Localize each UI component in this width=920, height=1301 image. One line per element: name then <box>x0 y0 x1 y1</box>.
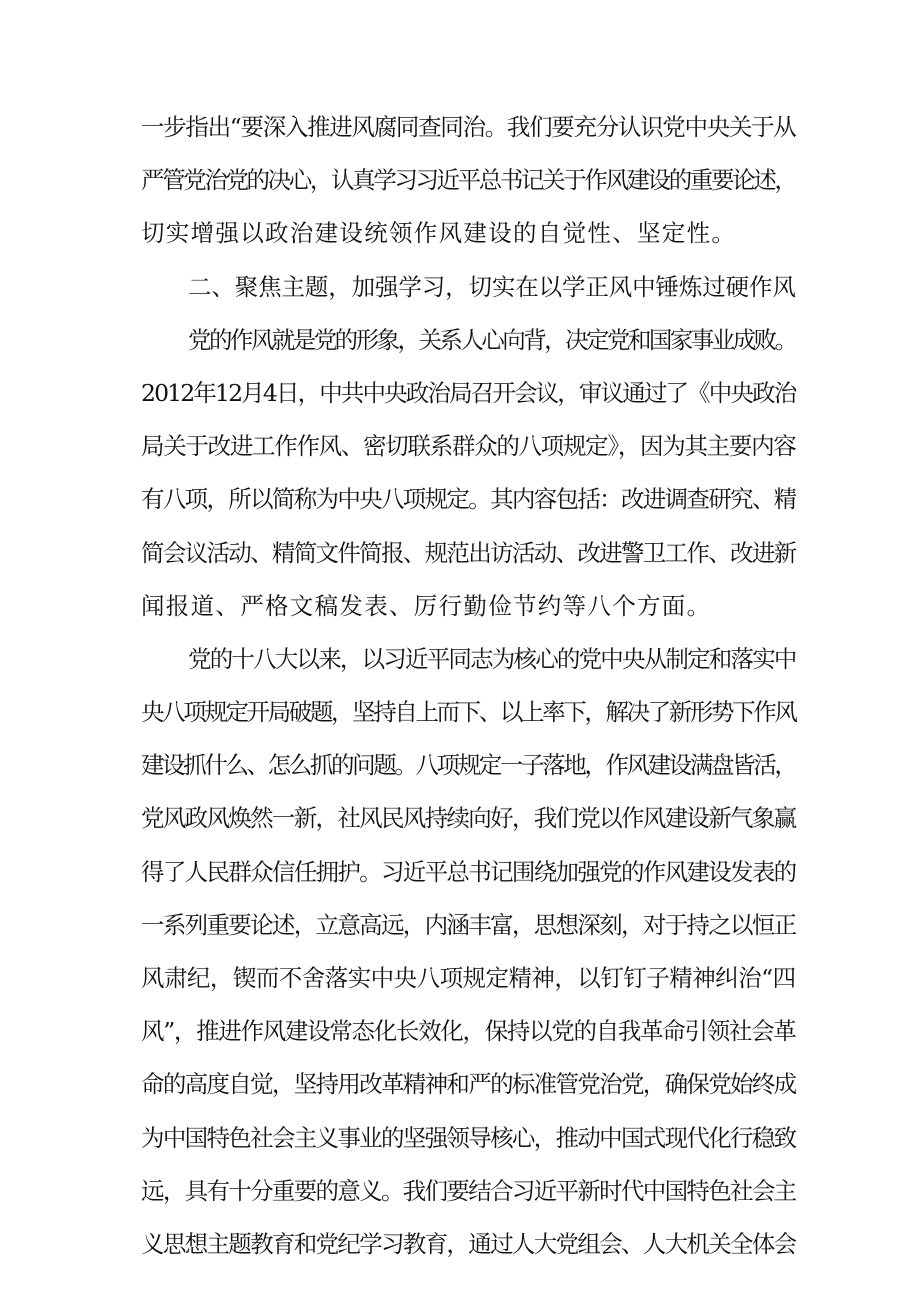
text-line: 严管党治党的决心，认真学习习近平总书记关于作风建设的重要论述， <box>141 166 796 195</box>
text-line: 建设抓什么、怎么抓的问题。八项规定一子落地，作风建设满盘皆活， <box>141 751 796 780</box>
text-line: 得了人民群众信任拥护。习近平总书记围绕加强党的作风建设发表的 <box>141 857 796 886</box>
text-line: 简会议活动、精简文件简报、规范出访活动、改进警卫工作、改进新 <box>141 538 796 567</box>
text-line: 风”，推进作风建设常态化长效化，保持以党的自我革命引领社会革 <box>141 1017 796 1046</box>
text-line: 党风政风焕然一新，社风民风持续向好，我们党以作风建设新气象赢 <box>141 804 796 833</box>
paragraph-first-line: 党的十八大以来，以习近平同志为核心的党中央从制定和落实中 <box>188 644 796 673</box>
text-line: 局关于改进工作作风、密切联系群众的八项规定》，因为其主要内容 <box>141 432 796 461</box>
text-line: 为中国特色社会主义事业的坚强领导核心，推动中国式现代化行稳致 <box>141 1123 796 1152</box>
text-line: 央八项规定开局破题，坚持自上而下、以上率下，解决了新形势下作风 <box>141 698 796 727</box>
text-line: 一步指出“要深入推进风腐同查同治。我们要充分认识党中央关于从 <box>141 113 796 141</box>
paragraph-first-line: 二、聚焦主题，加强学习，切实在以学正风中锤炼过硬作风 <box>188 272 796 301</box>
text-line: 切实增强以政治建设统领作风建设的自觉性、坚定性。 <box>141 219 737 248</box>
text-line: 远，具有十分重要的意义。我们要结合习近平新时代中国特色社会主 <box>141 1176 796 1205</box>
text-line: 义思想主题教育和党纪学习教育，通过人大党组会、人大机关全体会 <box>141 1229 796 1258</box>
text-line: 风肃纪，锲而不舍落实中央八项规定精神，以钉钉子精神纠治“四 <box>141 964 796 992</box>
text-line: 2012年12月4日，中共中央政治局召开会议，审议通过了《中央政治 <box>141 378 796 407</box>
document-body <box>141 101 797 1271</box>
paragraph-first-line: 党的作风就是党的形象，关系人心向背，决定党和国家事业成败。 <box>188 325 796 354</box>
text-line: 命的高度自觉，坚持用改革精神和严的标准管党治党，确保党始终成 <box>141 1070 796 1099</box>
text-line: 有八项，所以简称为中央八项规定。其内容包括：改进调查研究、精 <box>141 485 796 514</box>
text-line: 闻报道、严格文稿发表、厉行勤俭节约等八个方面。 <box>141 591 712 620</box>
text-line: 一系列重要论述，立意高远，内涵丰富，思想深刻，对于持之以恒正 <box>141 910 796 939</box>
